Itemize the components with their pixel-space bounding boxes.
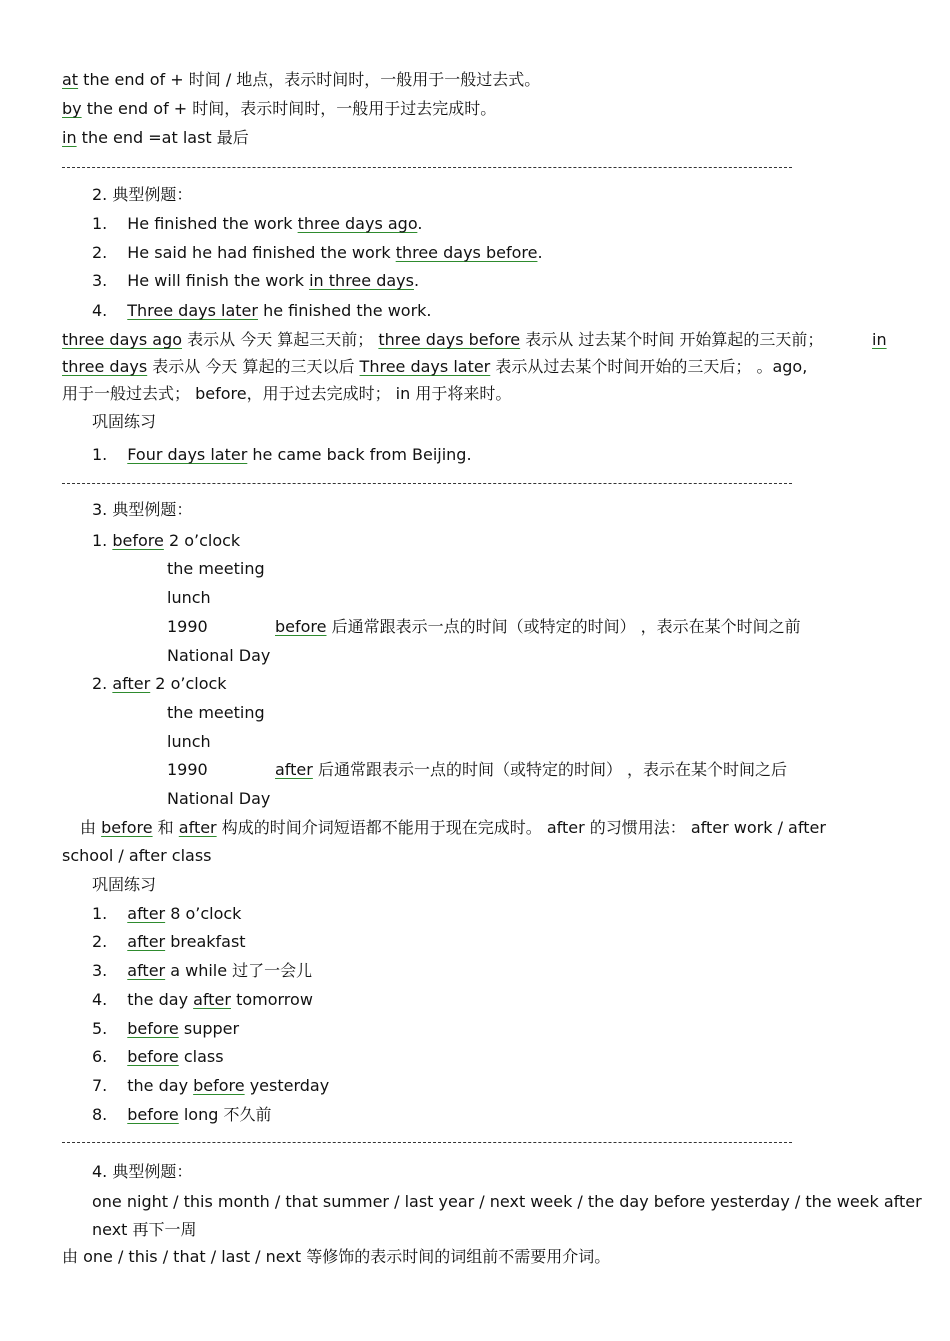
rule-by-text: the end of + 时间，表示时间时，一般用于过去完成时。 xyxy=(81,99,497,118)
answer-blank: after xyxy=(127,932,166,951)
example-item: 3. He will finish the work in three days. xyxy=(92,271,420,290)
keyword-by: by xyxy=(62,99,82,118)
after-list-item: lunch xyxy=(167,732,211,751)
summary-line-2: school / after class xyxy=(62,846,212,865)
before-list-item: 1990 xyxy=(167,617,208,636)
explanation-keyword-in: in xyxy=(872,330,887,349)
rule-at-line xyxy=(62,69,540,91)
after-list-item: the meeting xyxy=(167,703,265,722)
rule-at-text: the end of + 时间 / 地点，表示时间时，一般用于一般过去式。 xyxy=(78,70,541,89)
rule-by-line xyxy=(62,98,496,120)
before-example: 1. before 2 o’clock xyxy=(92,531,241,550)
practice-item: 5. before supper xyxy=(92,1019,240,1038)
practice-item: 1. Four days later he came back from Beijing. xyxy=(92,445,472,464)
rule-no-preposition: 由 one / this / that / last / next 等修饰的表示时间的词组前不需要用介词。 xyxy=(62,1247,611,1266)
example-item: 2. He said he had finished the work three days before. xyxy=(92,243,543,262)
after-example: 2. after 2 o’clock xyxy=(92,674,227,693)
after-list-item: 1990 xyxy=(167,760,208,779)
rule-in-text: the end =at last 最后 xyxy=(76,128,249,147)
answer-blank: in three days xyxy=(309,271,414,290)
after-list-item: National Day xyxy=(167,789,271,808)
section-4-heading: 4. 典型例题： xyxy=(92,1162,193,1181)
before-list-item: National Day xyxy=(167,646,271,665)
answer-blank: before xyxy=(127,1105,179,1124)
after-note: after 后通常跟表示一点的时间（或特定的时间） ，表示在某个时间之后 xyxy=(275,760,788,779)
practice-item: 1. after 8 o’clock xyxy=(92,904,242,923)
section-divider xyxy=(62,167,792,168)
keyword-after: after xyxy=(112,674,151,693)
answer-blank: after xyxy=(127,961,166,980)
explanation-line-1: three days ago 表示从 今天 算起三天前； three days before 表示从 过去某个时间 开始算起的三天前； xyxy=(62,330,824,349)
rule-in-line xyxy=(62,127,249,149)
answer-blank: before xyxy=(127,1019,179,1038)
practice-item: 2. after breakfast xyxy=(92,932,246,951)
answer-blank: after xyxy=(127,904,166,923)
answer-blank: before xyxy=(193,1076,245,1095)
practice-item: 3. after a while 过了一会儿 xyxy=(92,961,313,980)
practice-item: 6. before class xyxy=(92,1047,224,1066)
before-list-item: lunch xyxy=(167,588,211,607)
example-item: 4. Three days later he finished the work. xyxy=(92,301,432,320)
section-divider xyxy=(62,483,792,484)
practice-title: 巩固练习 xyxy=(92,875,157,894)
time-phrases-line-2: next 再下一周 xyxy=(92,1220,197,1239)
answer-blank: before xyxy=(127,1047,179,1066)
time-phrases-line-1: one night / this month / that summer / last year / next week / the day before yesterday / the week after xyxy=(92,1192,922,1211)
section-3-heading: 3. 典型例题： xyxy=(92,500,193,519)
explanation-line-3: 用于一般过去式； before，用于过去完成时； in 用于将来时。 xyxy=(62,384,512,403)
section-divider xyxy=(62,1142,792,1143)
example-item: 1. He finished the work three days ago. xyxy=(92,214,423,233)
explanation-line-2: three days 表示从 今天 算起的三天以后 Three days later 表示从过去某个时间开始的三天后； 。ago, xyxy=(62,357,808,376)
keyword-in: in xyxy=(62,128,77,147)
answer-blank: three days before xyxy=(395,243,538,262)
section-2-heading: 2. 典型例题： xyxy=(92,185,193,204)
practice-item: 8. before long 不久前 xyxy=(92,1105,272,1124)
practice-item: 4. the day after tomorrow xyxy=(92,990,313,1009)
answer-blank: Three days later xyxy=(127,301,258,320)
practice-item: 7. the day before yesterday xyxy=(92,1076,330,1095)
answer-blank: Four days later xyxy=(127,445,248,464)
before-note: before 后通常跟表示一点的时间（或特定的时间） ，表示在某个时间之前 xyxy=(275,617,801,636)
practice-title: 巩固练习 xyxy=(92,412,157,431)
answer-blank: three days ago xyxy=(297,214,418,233)
summary-line-1: 由 before 和 after 构成的时间介词短语都不能用于现在完成时。 after 的习惯用法： after work / after xyxy=(80,818,826,837)
before-list-item: the meeting xyxy=(167,559,265,578)
keyword-before: before xyxy=(112,531,164,550)
answer-blank: after xyxy=(193,990,231,1009)
keyword-at: at xyxy=(62,70,79,89)
